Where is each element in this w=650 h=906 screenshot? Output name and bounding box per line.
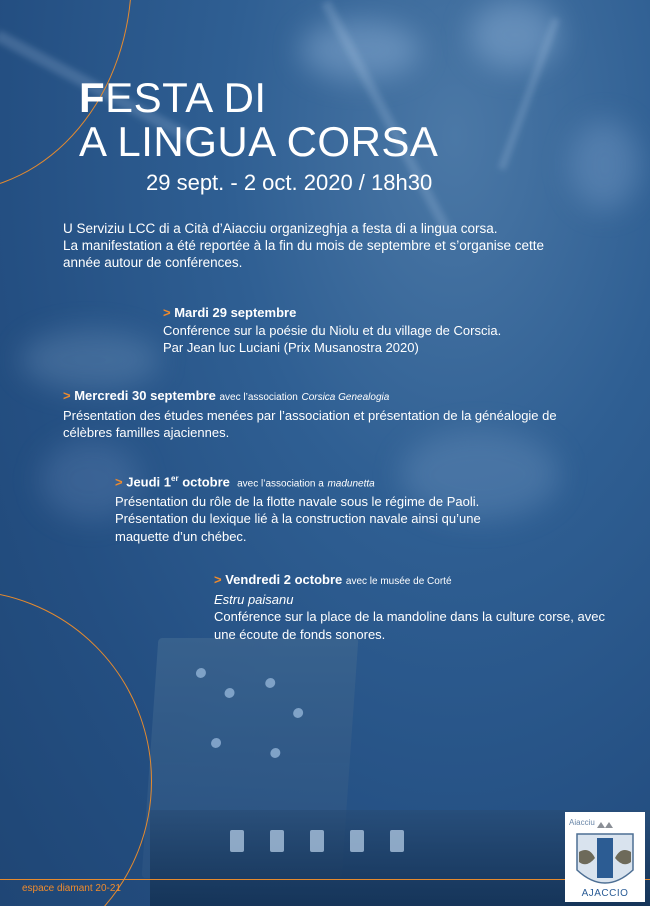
event-friday (214, 571, 614, 643)
intro-text (63, 220, 583, 271)
event-description: Présentation du rôle de la flotte navale sous le régime de Paoli. (115, 493, 480, 509)
fader (350, 830, 364, 852)
title-initial: F (79, 74, 106, 121)
footer-divider (0, 879, 650, 880)
event-thursday (115, 470, 535, 545)
intro-line: La manifestation a été reportée à la fin du mois de septembre et s’organise cette année autour de conférences. (63, 238, 545, 270)
event-partner-name: madunetta (327, 478, 375, 490)
date-subtitle: 29 sept. - 2 oct. 2020 / 18h30 (146, 170, 433, 195)
event-partner: avec le musée de Corté (345, 576, 452, 587)
title-line2: A LINGUA CORSA (79, 118, 439, 165)
fader (270, 830, 284, 852)
event-description: Présentation des études menées par l’association et présentation de la généalogie de célèbres familles ajaciennes. (63, 407, 557, 440)
event-date: Mercredi 30 septembre (74, 388, 216, 403)
event-partner: avec l’association a (237, 478, 324, 490)
fader (390, 830, 404, 852)
orange-circle-decoration (0, 590, 152, 906)
event-speaker: Par Jean luc Luciani (Prix Musanostra 2020) (163, 340, 419, 355)
footer-label: espace diamant 20-21 (22, 883, 121, 894)
stage-light (570, 120, 640, 210)
title-line1: ESTA DI (105, 74, 267, 121)
arrow-icon: > (115, 474, 123, 490)
event-description: Conférence sur la place de la mandoline dans la culture corse, avec une écoute de fonds sonores. (214, 609, 605, 642)
event-date: Jeudi 1 (126, 474, 172, 490)
event-date: Mardi 29 septembre (174, 305, 297, 320)
fader (310, 830, 324, 852)
arrow-icon: > (214, 572, 222, 587)
logo-top-text: Aiacciu (569, 818, 595, 827)
intro-line: U Serviziu LCC di a Cità d’Aiacciu organizeghja a festa di a lingua corsa. (63, 221, 498, 236)
poster-title (79, 76, 438, 164)
event-subtitle: Estru paisanu (214, 591, 294, 607)
logo-bottom-text: AJACCIO (581, 888, 629, 899)
event-description: Conférence sur la poésie du Niolu et du village de Corscia. (163, 322, 502, 338)
event-description: Présentation du lexique lié à la construction navale ainsi qu’une maquette d’un chébec. (115, 511, 481, 544)
event-wednesday (63, 387, 603, 442)
event-date-month: octobre (178, 474, 230, 490)
fader (230, 830, 244, 852)
event-tuesday (163, 304, 563, 357)
ajaccio-logo (565, 812, 645, 902)
event-partner: avec l’association (219, 392, 298, 403)
event-date-sup: er (171, 474, 179, 483)
arrow-icon: > (63, 388, 71, 403)
arrow-icon: > (163, 305, 171, 320)
stage-light (20, 330, 160, 390)
event-partner-name: Corsica Genealogia (301, 392, 390, 403)
event-date: Vendredi 2 octobre (225, 572, 343, 587)
